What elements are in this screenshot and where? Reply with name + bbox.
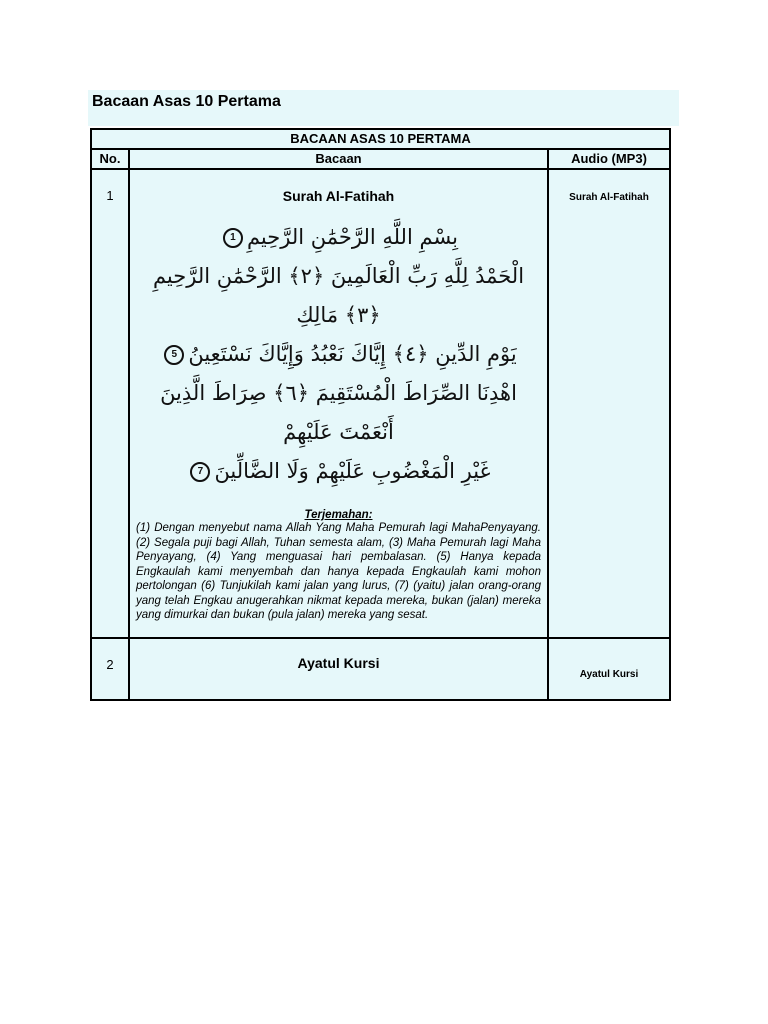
audio-link[interactable]: Surah Al-Fatihah [569, 192, 649, 203]
ayah-marker: 5 [164, 345, 184, 365]
table-caption: BACAAN ASAS 10 PERTAMA [91, 129, 670, 149]
bacaan-cell [129, 169, 548, 638]
header-bacaan: Bacaan [129, 149, 548, 169]
bacaan-cell [129, 638, 548, 700]
header-audio: Audio (MP3) [548, 149, 670, 169]
ayah-marker: 1 [223, 228, 243, 248]
audio-link[interactable]: Ayatul Kursi [579, 668, 639, 680]
audio-cell [548, 638, 670, 700]
arabic-line: يَوْمِ الدِّينِ ﴿٤﴾ إِيَّاكَ نَعْبُدُ وَإِيَّاكَ نَسْتَعِينُ5 [148, 335, 529, 374]
title-band [88, 90, 679, 126]
translation-text: (1) Dengan menyebut nama Allah Yang Maha Pemurah lagi MahaPenyayang. (2) Segala puji bagi Allah, Tuhan semesta alam, (3) Maha Pemurah lagi Maha Penyayang, (4) Yang menguasai hari pembalasan. (5) Hanya kepada Engkaulah kami menyembah dan hanya kepada Engkaulah kami mohon pertolongan (6) Tunjukilah kami jalan yang lurus, (7) (yaitu) jalan orang-orang yang telah Engkau anugerahkan nikmat kepada mereka, bukan (jalan) mereka yang dimurkai dan bukan (pula jalan) mereka yang sesat. [136, 522, 541, 621]
arabic-line: بِسْمِ اللَّهِ الرَّحْمَٰنِ الرَّحِيمِ1 [148, 218, 529, 257]
arabic-line: غَيْرِ الْمَغْضُوبِ عَلَيْهِمْ وَلَا الضَّالِّينَ7 [148, 452, 529, 491]
arabic-line: الْحَمْدُ لِلَّهِ رَبِّ الْعَالَمِينَ ﴿٢﴾ الرَّحْمَٰنِ الرَّحِيمِ ﴿٣﴾ مَالِكِ [152, 264, 525, 327]
header-no: No. [91, 149, 129, 169]
arabic-line: اهْدِنَا الصِّرَاطَ الْمُسْتَقِيمَ ﴿٦﴾ صِرَاطَ الَّذِينَ أَنْعَمْتَ عَلَيْهِمْ [160, 381, 517, 444]
table-row [91, 169, 670, 638]
bacaan-table [90, 128, 671, 701]
translation-label: Terjemahan: [304, 509, 373, 521]
surah-title: Ayatul Kursi [297, 654, 380, 671]
ayah-marker: 7 [190, 462, 210, 482]
arabic-text [148, 218, 529, 491]
surah-title: Surah Al-Fatihah [282, 188, 395, 204]
page-title: Bacaan Asas 10 Pertama [92, 93, 281, 110]
row-number: 2 [91, 638, 129, 700]
table-row [91, 638, 670, 700]
audio-cell [548, 169, 670, 638]
row-number: 1 [91, 169, 129, 638]
